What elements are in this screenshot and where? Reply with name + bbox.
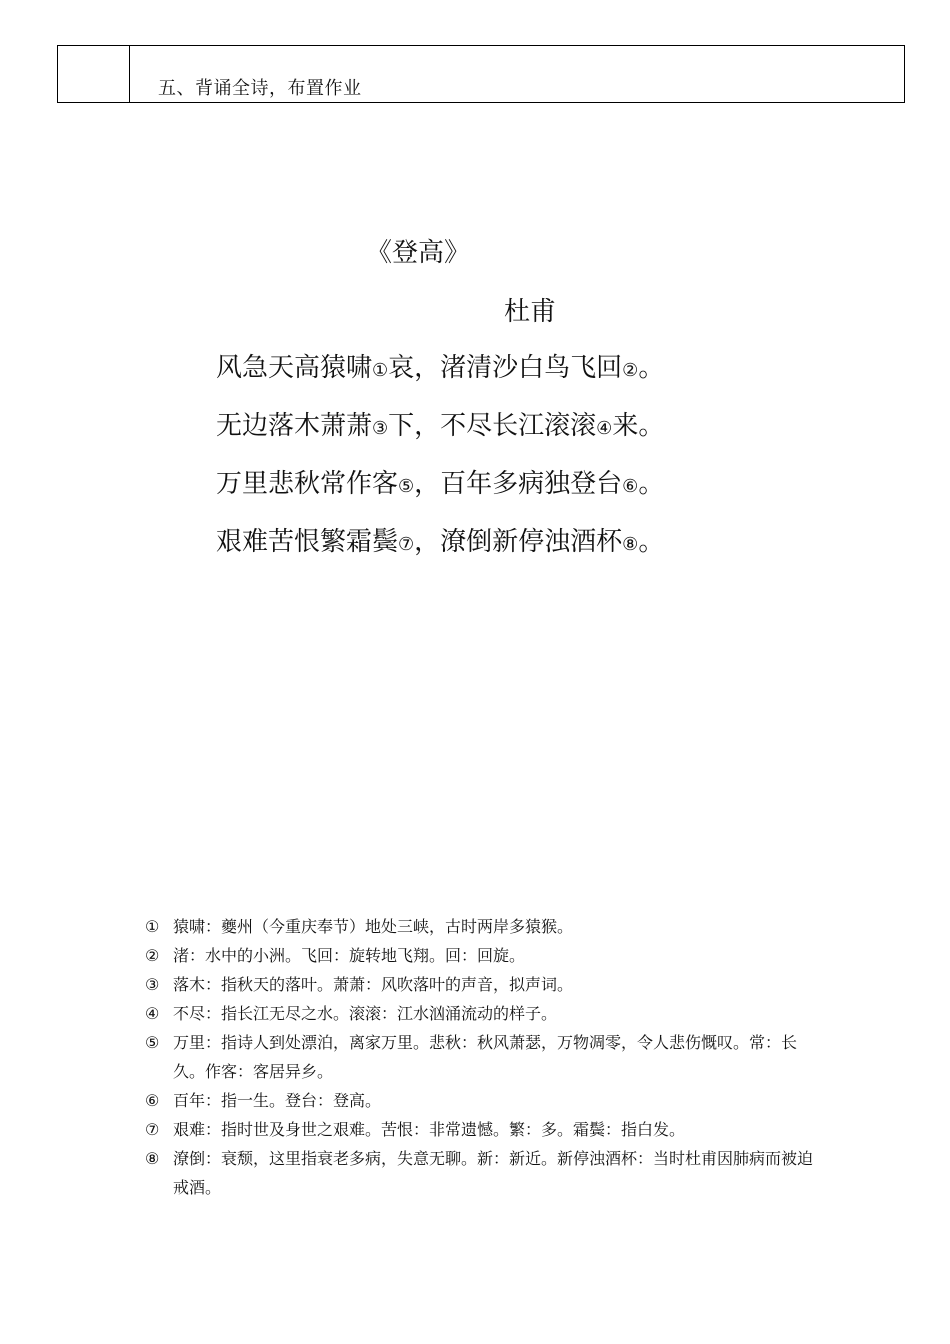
footnote-number: ② xyxy=(145,946,160,965)
poem-line xyxy=(216,463,664,500)
footnote-mark: ⑧ xyxy=(622,534,639,555)
table-cell-text: 五、背诵全诗，布置作业 xyxy=(158,78,362,99)
footnote-number: ⑥ xyxy=(145,1091,160,1110)
footnote-text: 落木：指秋天的落叶。萧萧：风吹落叶的声音，拟声词。 xyxy=(173,975,574,994)
poem-line xyxy=(216,347,664,384)
footnote-mark: ⑥ xyxy=(622,476,639,497)
poem-line-text: ，潦倒新停浊酒杯 xyxy=(414,527,623,557)
footnote-item xyxy=(145,1144,815,1202)
poem-line-text: 。 xyxy=(638,469,665,499)
footnote-mark: ③ xyxy=(372,418,389,439)
footnote-item xyxy=(145,912,815,941)
footnote-number: ⑦ xyxy=(145,1120,160,1139)
footnote-number: ③ xyxy=(145,975,160,994)
footnote-mark: ⑤ xyxy=(398,476,415,497)
footnote-mark: ⑦ xyxy=(398,534,415,555)
footnotes xyxy=(145,912,815,1202)
footnote-number: ① xyxy=(145,917,160,936)
poem-line xyxy=(216,405,664,442)
poem-line-text: 哀，渚清沙白鸟飞回 xyxy=(388,353,623,383)
poem-line-text: 。 xyxy=(638,353,665,383)
poem-author: 杜甫 xyxy=(504,297,557,327)
footnote-number: ⑤ xyxy=(145,1033,160,1052)
footnote-mark: ② xyxy=(622,360,639,381)
lesson-table xyxy=(57,45,905,103)
footnote-item xyxy=(145,970,815,999)
poem-line-text: ，百年多病独登台 xyxy=(414,469,623,499)
poem-line-text: 无边落木萧萧 xyxy=(216,411,373,441)
poem-line-text: 风急天高猿啸 xyxy=(216,353,373,383)
footnote-item xyxy=(145,1086,815,1115)
footnote-mark: ④ xyxy=(596,418,613,439)
footnote-text: 万里：指诗人到处漂泊，离家万里。悲秋：秋风萧瑟，万物凋零，令人悲伤慨叹。常：长久。作客：客居异乡。 xyxy=(173,1033,798,1081)
table-column-divider xyxy=(129,46,130,102)
footnote-number: ④ xyxy=(145,1004,160,1023)
footnote-item xyxy=(145,1115,815,1144)
footnote-item xyxy=(145,1028,815,1086)
footnote-mark: ① xyxy=(372,360,389,381)
footnote-text: 渚：水中的小洲。飞回：旋转地飞翔。回：回旋。 xyxy=(173,946,526,965)
poem-line-text: 下，不尽长江滚滚 xyxy=(388,411,597,441)
poem-line-text: 。 xyxy=(638,527,665,557)
footnote-item xyxy=(145,941,815,970)
footnote-number: ⑧ xyxy=(145,1149,160,1168)
poem-line xyxy=(216,521,664,558)
footnote-item xyxy=(145,999,815,1028)
footnote-text: 猿啸：夔州（今重庆奉节）地处三峡，古时两岸多猿猴。 xyxy=(173,917,574,936)
footnote-text: 百年：指一生。登台：登高。 xyxy=(173,1091,382,1110)
footnote-text: 艰难：指时世及身世之艰难。苦恨：非常遗憾。繁：多。霜鬓：指白发。 xyxy=(173,1120,686,1139)
poem-line-text: 来。 xyxy=(612,411,665,441)
poem-title: 《登高》 xyxy=(366,238,471,268)
poem-line-text: 万里悲秋常作客 xyxy=(216,469,399,499)
poem-line-text: 艰难苦恨繁霜鬓 xyxy=(216,527,399,557)
footnote-text: 不尽：指长江无尽之水。滚滚：江水汹涌流动的样子。 xyxy=(173,1004,558,1023)
footnote-text: 潦倒：衰颓，这里指衰老多病，失意无聊。新：新近。新停浊酒杯：当时杜甫因肺病而被迫戒酒。 xyxy=(173,1149,814,1197)
